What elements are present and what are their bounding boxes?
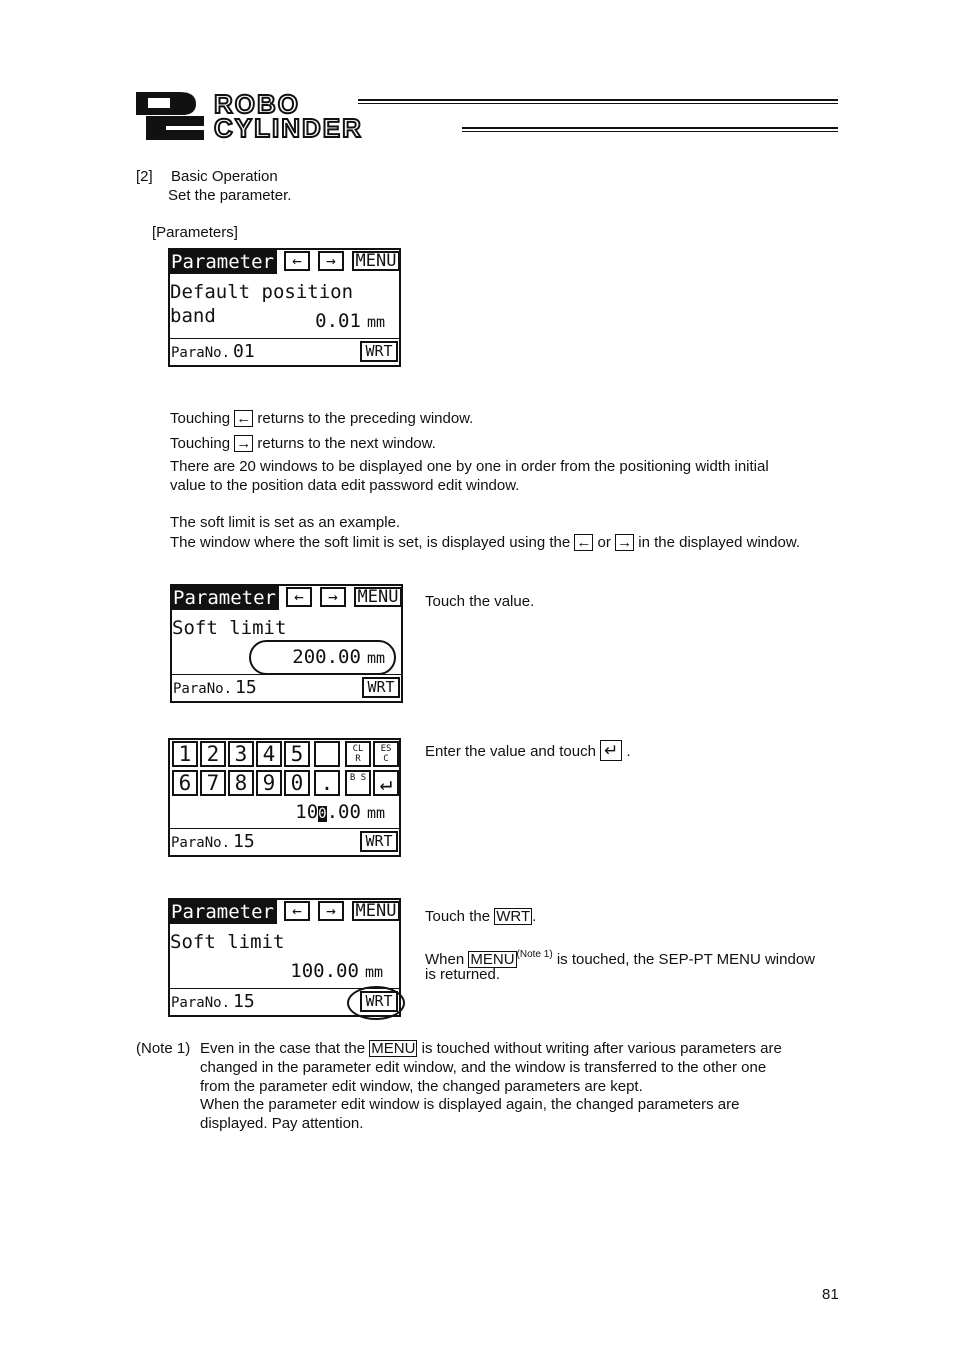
- key-1[interactable]: 1: [172, 741, 198, 767]
- note-label: (Note 1): [136, 1040, 191, 1057]
- wrt-button[interactable]: WRT: [362, 677, 400, 698]
- key-4[interactable]: 4: [256, 741, 282, 767]
- prev-window-button[interactable]: ←: [284, 901, 310, 921]
- wrt-button[interactable]: WRT: [360, 831, 398, 852]
- enter-value-instruction: [425, 740, 630, 761]
- parameter-name: Soft limit: [172, 617, 287, 639]
- escape-key[interactable]: ES C: [373, 741, 399, 767]
- para-no-label: ParaNo.: [171, 345, 231, 361]
- window-line-end: in the displayed window.: [638, 534, 801, 551]
- key-9[interactable]: 9: [256, 770, 282, 796]
- para-no: [171, 342, 255, 363]
- next-window-button[interactable]: →: [318, 251, 344, 271]
- para-no-value: 15: [235, 677, 257, 698]
- key-3[interactable]: 3: [228, 741, 254, 767]
- instruction-end: .: [532, 908, 537, 925]
- parameter-unit: mm: [364, 963, 383, 981]
- para-no-label: ParaNo.: [171, 835, 231, 851]
- enter-key[interactable]: ↵: [373, 770, 399, 796]
- key-8[interactable]: 8: [228, 770, 254, 796]
- back-desc: returns to the preceding window.: [257, 410, 474, 427]
- next-desc: returns to the next window.: [257, 435, 436, 452]
- touch-value-instruction: Touch the value.: [425, 593, 535, 610]
- para-no: [173, 678, 257, 699]
- screen-footer: [170, 828, 399, 855]
- parameter-value-row[interactable]: [315, 309, 385, 334]
- when-text: When: [425, 951, 465, 968]
- when-rest: is touched, the SEP-PT MENU window: [556, 951, 815, 968]
- parameter-unit: mm: [366, 804, 385, 822]
- header-rule-top-thin: [358, 103, 838, 104]
- rc-logo-mark: [136, 90, 208, 140]
- robo-cylinder-logo: [136, 89, 838, 143]
- key-dot[interactable]: .: [314, 770, 340, 796]
- lcd-screen-soft-limit: [170, 584, 403, 703]
- key-5[interactable]: 5: [284, 741, 310, 767]
- parameter-unit: mm: [366, 649, 385, 667]
- next-window-button[interactable]: →: [318, 901, 344, 921]
- backspace-key[interactable]: B S: [345, 770, 371, 796]
- value-prefix: 10: [295, 801, 319, 823]
- section-title: Basic Operation: [171, 168, 278, 185]
- wrt-inline-box: WRT: [496, 908, 531, 925]
- nav-next-line: [170, 434, 436, 453]
- header-rule-top: [358, 99, 838, 101]
- wrt-button[interactable]: WRT: [360, 341, 398, 362]
- clear-key[interactable]: CL R: [345, 741, 371, 767]
- keypad-row-2: [170, 770, 401, 798]
- screen-title: Parameter: [170, 250, 277, 274]
- window-line-text: The window where the soft limit is set, is displayed using the: [170, 534, 571, 551]
- enter-key-icon: ↵: [600, 740, 622, 761]
- parameter-unit: mm: [366, 313, 385, 331]
- menu-return-line-2: is returned.: [425, 966, 501, 983]
- note-line-5: displayed. Pay attention.: [200, 1115, 364, 1132]
- or-text: or: [597, 534, 611, 551]
- para-no-value: 15: [233, 831, 255, 852]
- key-2[interactable]: 2: [200, 741, 226, 767]
- prev-window-button[interactable]: ←: [286, 587, 312, 607]
- menu-inline-box: MENU: [470, 951, 515, 968]
- touching-text: Touching: [170, 435, 231, 452]
- parameter-value-row[interactable]: [290, 959, 383, 984]
- page-number: 81: [822, 1286, 839, 1303]
- section-subtitle: Set the parameter.: [168, 187, 292, 204]
- wrt-button[interactable]: WRT: [360, 991, 398, 1012]
- para-no-value: 01: [233, 341, 255, 362]
- screen-title: Parameter: [172, 586, 279, 610]
- next-arrow-icon: →: [236, 435, 252, 452]
- menu-button[interactable]: MENU: [352, 251, 400, 271]
- key-0[interactable]: 0: [284, 770, 310, 796]
- screen-footer: [172, 674, 401, 701]
- windows-desc-1: There are 20 windows to be displayed one by one in order from the positioning width initial: [170, 458, 769, 475]
- logo-text-robo: ROBO: [214, 89, 300, 119]
- parameter-value: 100.00: [290, 960, 359, 982]
- para-no: [171, 992, 255, 1013]
- parameter-value: 200.00: [292, 646, 361, 668]
- logo-text-cylinder: CYLINDER: [214, 113, 363, 143]
- para-no: [171, 832, 255, 853]
- note-line-1: [200, 1039, 782, 1058]
- note-text: Even in the case that the: [200, 1040, 366, 1057]
- header-rule-bottom: [462, 127, 838, 129]
- next-window-button[interactable]: →: [320, 587, 346, 607]
- para-no-label: ParaNo.: [173, 681, 233, 697]
- wrt-highlight-circle: [347, 986, 405, 1020]
- prev-window-button[interactable]: ←: [284, 251, 310, 271]
- parameter-value: 0.01: [315, 310, 361, 332]
- parameter-name: Soft limit: [170, 931, 285, 953]
- note-line-2: changed in the parameter edit window, and the window is transferred to the other one: [200, 1059, 767, 1076]
- touch-wrt-instruction: [425, 907, 536, 926]
- value-cursor: 0: [318, 806, 327, 822]
- back-arrow-icon: ←: [236, 410, 252, 427]
- lcd-screen-default-position: [168, 248, 401, 367]
- instruction-text: Touch the: [425, 908, 491, 925]
- parameter-value-row[interactable]: [295, 800, 385, 826]
- windows-desc-2: value to the position data edit password edit window.: [170, 477, 520, 494]
- soft-limit-example: The soft limit is set as an example.: [170, 514, 401, 531]
- touching-text: Touching: [170, 410, 231, 427]
- value-suffix: .00: [326, 801, 361, 823]
- key-6[interactable]: 6: [172, 770, 198, 796]
- key-7[interactable]: 7: [200, 770, 226, 796]
- lcd-screen-keypad: [168, 738, 401, 857]
- window-nav-line: [170, 533, 800, 552]
- nav-back-line: [170, 409, 473, 428]
- parameters-label: [Parameters]: [152, 224, 238, 241]
- key-blank[interactable]: [314, 741, 340, 767]
- note-ref: (Note 1): [516, 949, 553, 960]
- header-rule-bottom-thin: [462, 131, 838, 132]
- menu-button[interactable]: MENU: [354, 587, 402, 607]
- back-arrow-icon: ←: [576, 534, 592, 551]
- screen-footer: [170, 338, 399, 365]
- instruction-end: .: [626, 743, 631, 760]
- next-arrow-icon: →: [617, 534, 633, 551]
- screen-title: Parameter: [170, 900, 277, 924]
- menu-inline-box: MENU: [371, 1040, 416, 1057]
- keypad-row-1: [170, 741, 401, 769]
- para-no-label: ParaNo.: [171, 995, 231, 1011]
- parameter-value-row[interactable]: [292, 645, 385, 670]
- note-line-3: from the parameter edit window, the changed parameters are kept.: [200, 1078, 643, 1095]
- menu-button[interactable]: MENU: [352, 901, 400, 921]
- para-no-value: 15: [233, 991, 255, 1012]
- instruction-text: Enter the value and touch: [425, 743, 596, 760]
- parameter-name: Default position band: [170, 281, 354, 327]
- note-text: is touched without writing after various parameters are: [421, 1040, 782, 1057]
- note-line-4: When the parameter edit window is displayed again, the changed parameters are: [200, 1096, 740, 1113]
- section-number: [2]: [136, 168, 153, 185]
